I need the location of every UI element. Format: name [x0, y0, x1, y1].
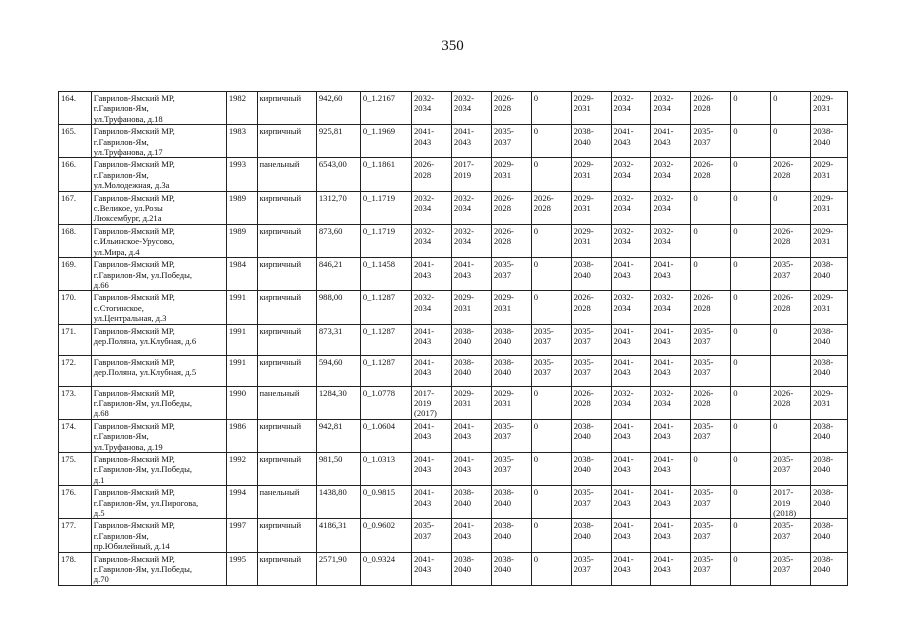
- table-cell: 2041- 2043: [412, 486, 452, 519]
- table-cell: 2026- 2028: [691, 386, 731, 419]
- table-cell: 1982: [226, 92, 257, 125]
- table-cell: 942,81: [316, 419, 360, 452]
- table-cell: 2026- 2028: [771, 291, 811, 324]
- table-cell: 1990: [226, 386, 257, 419]
- table-cell: 0_1.1458: [360, 258, 411, 291]
- table-cell: 2041- 2043: [611, 419, 651, 452]
- table-cell: [771, 355, 811, 386]
- table-cell: 2035- 2037: [691, 419, 731, 452]
- table-row: [59, 224, 848, 257]
- table-cell: 2035- 2037: [412, 519, 452, 552]
- table-cell: 2026- 2028: [412, 158, 452, 191]
- row-number-cell: 172.: [59, 355, 92, 386]
- table-cell: 2026- 2028: [771, 386, 811, 419]
- table-cell: 2041- 2043: [611, 452, 651, 485]
- table-cell: 0: [771, 191, 811, 224]
- table-cell: 2041- 2043: [611, 258, 651, 291]
- table-cell: 2029- 2031: [811, 386, 848, 419]
- table-cell: 2038- 2040: [571, 125, 611, 158]
- address-cell: Гаврилов-Ямский МР, г.Гаврилов-Ям, ул.Труфанова, д.19: [91, 419, 226, 452]
- table-cell: 1995: [226, 552, 257, 585]
- table-cell: 0: [731, 419, 771, 452]
- address-cell: Гаврилов-Ямский МР, с.Ильинское-Урусово, ул.Мира, д.4: [91, 224, 226, 257]
- table-cell: кирпичный: [257, 291, 316, 324]
- table-cell: 0: [731, 158, 771, 191]
- table-cell: 2041- 2043: [651, 125, 691, 158]
- table-cell: 2041- 2043: [651, 552, 691, 585]
- table-cell: 2041- 2043: [412, 125, 452, 158]
- table-cell: 2029- 2031: [571, 92, 611, 125]
- table-cell: 2035- 2037: [531, 324, 571, 355]
- table-cell: 2035- 2037: [531, 355, 571, 386]
- table-cell: 925,81: [316, 125, 360, 158]
- table-cell: 2032- 2034: [611, 92, 651, 125]
- table-cell: 2026- 2028: [771, 158, 811, 191]
- table-cell: 0: [531, 552, 571, 585]
- table-cell: 2035- 2037: [571, 324, 611, 355]
- table-cell: 0_1.1719: [360, 224, 411, 257]
- table-cell: 0: [691, 191, 731, 224]
- address-cell: Гаврилов-Ямский МР, г.Гаврилов-Ям, ул.Победы, д.68: [91, 386, 226, 419]
- table-row: [59, 125, 848, 158]
- row-number-cell: 168.: [59, 224, 92, 257]
- table-row: [59, 552, 848, 585]
- table-cell: 2032- 2034: [651, 386, 691, 419]
- table-cell: 2035- 2037: [691, 125, 731, 158]
- table-cell: 0_1.1969: [360, 125, 411, 158]
- table-cell: 2029- 2031: [571, 224, 611, 257]
- table-cell: 2041- 2043: [611, 324, 651, 355]
- table-cell: 2017- 2019: [451, 158, 491, 191]
- row-number-cell: 174.: [59, 419, 92, 452]
- table-cell: кирпичный: [257, 125, 316, 158]
- table-cell: 2032- 2034: [651, 92, 691, 125]
- table-cell: 0: [531, 125, 571, 158]
- table-row: [59, 158, 848, 191]
- table-cell: 1312,70: [316, 191, 360, 224]
- table-cell: 0: [731, 92, 771, 125]
- table-cell: 0: [771, 125, 811, 158]
- table-cell: 2026- 2028: [571, 386, 611, 419]
- table-cell: 2032- 2034: [451, 92, 491, 125]
- address-cell: Гаврилов-Ямский МР, г.Гаврилов-Ям, пр.Юбилейный, д.14: [91, 519, 226, 552]
- row-number-cell: 178.: [59, 552, 92, 585]
- address-cell: Гаврилов-Ямский МР, г.Гаврилов-Ям, ул.Труфанова, д.18: [91, 92, 226, 125]
- table-cell: 0: [691, 258, 731, 291]
- address-cell: Гаврилов-Ямский МР, дер.Поляна, ул.Клубная, д.5: [91, 355, 226, 386]
- table-cell: 2029- 2031: [811, 291, 848, 324]
- table-cell: 0: [531, 486, 571, 519]
- table-cell: 0_0.9324: [360, 552, 411, 585]
- table-cell: 2038- 2040: [451, 552, 491, 585]
- table-cell: 2041- 2043: [451, 519, 491, 552]
- table-row: [59, 355, 848, 386]
- table-cell: 2041- 2043: [611, 519, 651, 552]
- table-cell: кирпичный: [257, 452, 316, 485]
- row-number-cell: 170.: [59, 291, 92, 324]
- table-cell: кирпичный: [257, 552, 316, 585]
- table-cell: кирпичный: [257, 419, 316, 452]
- table-cell: 0: [531, 419, 571, 452]
- table-cell: 0: [731, 452, 771, 485]
- table-cell: 1991: [226, 291, 257, 324]
- table-cell: кирпичный: [257, 519, 316, 552]
- table-cell: 2571,90: [316, 552, 360, 585]
- table-cell: 942,60: [316, 92, 360, 125]
- table-cell: 2035- 2037: [691, 355, 731, 386]
- table-cell: 2032- 2034: [412, 291, 452, 324]
- table-cell: 2041- 2043: [611, 486, 651, 519]
- table-cell: 0: [531, 386, 571, 419]
- table-row: [59, 92, 848, 125]
- table-cell: 2029- 2031: [451, 386, 491, 419]
- table-cell: 0: [731, 224, 771, 257]
- table-cell: 1986: [226, 419, 257, 452]
- table-cell: 1284,30: [316, 386, 360, 419]
- table-cell: 4186,31: [316, 519, 360, 552]
- table-cell: 2026- 2028: [691, 291, 731, 324]
- table-cell: 0_1.1287: [360, 324, 411, 355]
- table-cell: 2038- 2040: [811, 552, 848, 585]
- table-cell: 873,60: [316, 224, 360, 257]
- table-cell: 2038- 2040: [571, 258, 611, 291]
- table-cell: 2041- 2043: [651, 519, 691, 552]
- table-row: [59, 419, 848, 452]
- row-number-cell: 173.: [59, 386, 92, 419]
- address-cell: Гаврилов-Ямский МР, г.Гаврилов-Ям, ул.Победы, д.70: [91, 552, 226, 585]
- table-cell: 2038- 2040: [811, 258, 848, 291]
- table-cell: 0_1.0604: [360, 419, 411, 452]
- table-cell: 2032- 2034: [412, 224, 452, 257]
- table-cell: кирпичный: [257, 324, 316, 355]
- address-cell: Гаврилов-Ямский МР, г.Гаврилов-Ям, ул.Молодежная, д.3а: [91, 158, 226, 191]
- table-row: [59, 258, 848, 291]
- table-cell: 0_0.9815: [360, 486, 411, 519]
- row-number-cell: 175.: [59, 452, 92, 485]
- table-cell: панельный: [257, 158, 316, 191]
- table-cell: 2035- 2037: [691, 486, 731, 519]
- table-cell: 2038- 2040: [571, 452, 611, 485]
- table-cell: 0: [731, 125, 771, 158]
- table-body: [59, 92, 848, 586]
- table-cell: 2041- 2043: [611, 552, 651, 585]
- row-number-cell: 167.: [59, 191, 92, 224]
- table-cell: панельный: [257, 386, 316, 419]
- table-cell: 0: [771, 419, 811, 452]
- table-cell: 2038- 2040: [491, 355, 531, 386]
- table-cell: 2032- 2034: [412, 191, 452, 224]
- table-cell: 2035- 2037: [491, 258, 531, 291]
- table-cell: 2041- 2043: [412, 258, 452, 291]
- table-cell: 2035- 2037: [691, 519, 731, 552]
- table-cell: 2041- 2043: [651, 324, 691, 355]
- address-cell: Гаврилов-Ямский МР, г.Гаврилов-Ям, ул.Труфанова, д.17: [91, 125, 226, 158]
- table-cell: 2029- 2031: [491, 291, 531, 324]
- table-cell: 2038- 2040: [811, 519, 848, 552]
- table-cell: 2026- 2028: [491, 92, 531, 125]
- row-number-cell: 176.: [59, 486, 92, 519]
- table-cell: 0_0.9602: [360, 519, 411, 552]
- housing-schedule-table: [58, 91, 848, 586]
- table-cell: 2041- 2043: [451, 452, 491, 485]
- table-cell: 981,50: [316, 452, 360, 485]
- table-cell: 988,00: [316, 291, 360, 324]
- table-cell: 2032- 2034: [651, 158, 691, 191]
- table-cell: 0: [531, 158, 571, 191]
- table-cell: кирпичный: [257, 355, 316, 386]
- table-cell: 2029- 2031: [571, 158, 611, 191]
- table-cell: 0: [731, 552, 771, 585]
- table-cell: 2026- 2028: [491, 191, 531, 224]
- table-cell: 1994: [226, 486, 257, 519]
- table-cell: 2041- 2043: [412, 324, 452, 355]
- table-row: [59, 486, 848, 519]
- table-row: [59, 452, 848, 485]
- table-cell: 1991: [226, 355, 257, 386]
- table-cell: 0: [731, 519, 771, 552]
- table-cell: 2038- 2040: [811, 486, 848, 519]
- table-cell: 2041- 2043: [651, 355, 691, 386]
- table-cell: 846,21: [316, 258, 360, 291]
- address-cell: Гаврилов-Ямский МР, г.Гаврилов-Ям, ул.Победы, д.66: [91, 258, 226, 291]
- table-cell: 2017- 2019 (2017): [412, 386, 452, 419]
- table-cell: 2017- 2019 (2018): [771, 486, 811, 519]
- table-cell: 2038- 2040: [571, 419, 611, 452]
- table-cell: 2032- 2034: [611, 224, 651, 257]
- table-cell: 0: [531, 258, 571, 291]
- table-cell: 0: [731, 258, 771, 291]
- table-cell: 2032- 2034: [611, 291, 651, 324]
- table-cell: 0: [531, 291, 571, 324]
- table-cell: 0: [771, 324, 811, 355]
- table-cell: 2029- 2031: [811, 224, 848, 257]
- table-cell: 1983: [226, 125, 257, 158]
- table-cell: 0: [731, 355, 771, 386]
- table-cell: 2026- 2028: [691, 92, 731, 125]
- address-cell: Гаврилов-Ямский МР, г.Гаврилов-Ям, ул.Победы, д.1: [91, 452, 226, 485]
- table-cell: 2029- 2031: [451, 291, 491, 324]
- table-cell: 2038- 2040: [451, 324, 491, 355]
- table-cell: панельный: [257, 486, 316, 519]
- table-cell: 0: [531, 452, 571, 485]
- table-cell: 2035- 2037: [771, 519, 811, 552]
- address-cell: Гаврилов-Ямский МР, с.Великое, ул.Розы Люксембург, д.21а: [91, 191, 226, 224]
- table-cell: 0_1.2167: [360, 92, 411, 125]
- table-cell: 2035- 2037: [491, 125, 531, 158]
- table-cell: 2032- 2034: [611, 158, 651, 191]
- table-row: [59, 191, 848, 224]
- table-cell: 2041- 2043: [651, 486, 691, 519]
- table-cell: 2026- 2028: [491, 224, 531, 257]
- table-cell: 2041- 2043: [651, 452, 691, 485]
- table-cell: 2038- 2040: [491, 519, 531, 552]
- table-cell: 2032- 2034: [611, 386, 651, 419]
- table-cell: 0_1.1287: [360, 355, 411, 386]
- table-cell: 1984: [226, 258, 257, 291]
- table-row: [59, 291, 848, 324]
- table-cell: 2029- 2031: [811, 92, 848, 125]
- table-cell: 2032- 2034: [451, 191, 491, 224]
- table-cell: 873,31: [316, 324, 360, 355]
- table-cell: 2035- 2037: [691, 324, 731, 355]
- table-cell: 2041- 2043: [412, 552, 452, 585]
- table-cell: 1438,80: [316, 486, 360, 519]
- table-row: [59, 324, 848, 355]
- row-number-cell: 171.: [59, 324, 92, 355]
- table-cell: 1991: [226, 324, 257, 355]
- table-cell: 0_1.1861: [360, 158, 411, 191]
- table-cell: 2038- 2040: [811, 324, 848, 355]
- table-cell: 2041- 2043: [451, 125, 491, 158]
- table-cell: кирпичный: [257, 92, 316, 125]
- table-cell: 2035- 2037: [691, 552, 731, 585]
- table-cell: 2029- 2031: [811, 158, 848, 191]
- table-cell: 1989: [226, 224, 257, 257]
- table-cell: 2038- 2040: [571, 519, 611, 552]
- table-cell: 2032- 2034: [611, 191, 651, 224]
- table-cell: 2032- 2034: [651, 291, 691, 324]
- table-cell: 0: [731, 324, 771, 355]
- table-cell: 0: [531, 224, 571, 257]
- table-cell: 2038- 2040: [451, 486, 491, 519]
- table-cell: 2035- 2037: [771, 452, 811, 485]
- table-cell: 6543,00: [316, 158, 360, 191]
- table-cell: 2038- 2040: [811, 419, 848, 452]
- table-cell: 2038- 2040: [811, 452, 848, 485]
- table-cell: 1989: [226, 191, 257, 224]
- row-number-cell: 165.: [59, 125, 92, 158]
- table-cell: 2041- 2043: [412, 355, 452, 386]
- table-cell: 2041- 2043: [412, 419, 452, 452]
- table-cell: 0_1.0778: [360, 386, 411, 419]
- table-cell: 2035- 2037: [771, 552, 811, 585]
- table-cell: 2029- 2031: [571, 191, 611, 224]
- table-cell: 2026- 2028: [691, 158, 731, 191]
- row-number-cell: 164.: [59, 92, 92, 125]
- table-cell: 1992: [226, 452, 257, 485]
- table-cell: 2041- 2043: [611, 125, 651, 158]
- table-cell: 2032- 2034: [412, 92, 452, 125]
- table-cell: кирпичный: [257, 258, 316, 291]
- table-cell: 594,60: [316, 355, 360, 386]
- table-cell: 2041- 2043: [611, 355, 651, 386]
- table-cell: 0: [531, 519, 571, 552]
- table-cell: 2032- 2034: [651, 224, 691, 257]
- table-cell: 1993: [226, 158, 257, 191]
- table-cell: 0: [531, 92, 571, 125]
- table-cell: 2038- 2040: [491, 324, 531, 355]
- table-cell: 2029- 2031: [811, 191, 848, 224]
- table-cell: 2026- 2028: [531, 191, 571, 224]
- table-cell: 2026- 2028: [771, 224, 811, 257]
- table-cell: 2032- 2034: [451, 224, 491, 257]
- table-cell: 0_1.1287: [360, 291, 411, 324]
- table-cell: кирпичный: [257, 191, 316, 224]
- table-cell: 0: [691, 452, 731, 485]
- table-cell: 2035- 2037: [771, 258, 811, 291]
- table-cell: 0: [731, 486, 771, 519]
- table-cell: 2038- 2040: [491, 552, 531, 585]
- table-row: [59, 519, 848, 552]
- table-row: [59, 386, 848, 419]
- address-cell: Гаврилов-Ямский МР, г.Гаврилов-Ям, ул.Пирогова, д.5: [91, 486, 226, 519]
- table-cell: 0_1.0313: [360, 452, 411, 485]
- table-cell: кирпичный: [257, 224, 316, 257]
- row-number-cell: 169.: [59, 258, 92, 291]
- table-cell: 0: [691, 224, 731, 257]
- address-cell: Гаврилов-Ямский МР, дер.Поляна, ул.Клубная, д.6: [91, 324, 226, 355]
- page-number: 350: [441, 38, 464, 54]
- table-cell: 2032- 2034: [651, 191, 691, 224]
- table-cell: 2029- 2031: [491, 386, 531, 419]
- table-cell: 0: [731, 291, 771, 324]
- table-cell: 2029- 2031: [491, 158, 531, 191]
- table-cell: 2041- 2043: [651, 258, 691, 291]
- address-cell: Гаврилов-Ямский МР, с.Стогинское, ул.Центральная, д.3: [91, 291, 226, 324]
- table-cell: 2038- 2040: [811, 355, 848, 386]
- table-cell: 2035- 2037: [491, 419, 531, 452]
- table-cell: 0: [731, 386, 771, 419]
- row-number-cell: 177.: [59, 519, 92, 552]
- table-cell: 2035- 2037: [491, 452, 531, 485]
- table-cell: 2041- 2043: [451, 419, 491, 452]
- table-cell: 2035- 2037: [571, 552, 611, 585]
- table-cell: 2035- 2037: [571, 486, 611, 519]
- row-number-cell: 166.: [59, 158, 92, 191]
- table-cell: 2041- 2043: [451, 258, 491, 291]
- table-cell: 0: [731, 191, 771, 224]
- table-cell: 2041- 2043: [412, 452, 452, 485]
- table-cell: 2035- 2037: [571, 355, 611, 386]
- table-cell: 2038- 2040: [811, 125, 848, 158]
- table-cell: 0_1.1719: [360, 191, 411, 224]
- table-cell: 0: [771, 92, 811, 125]
- table-cell: 2041- 2043: [651, 419, 691, 452]
- table-cell: 2026- 2028: [571, 291, 611, 324]
- table-cell: 1997: [226, 519, 257, 552]
- table-cell: 2038- 2040: [491, 486, 531, 519]
- table-cell: 2038- 2040: [451, 355, 491, 386]
